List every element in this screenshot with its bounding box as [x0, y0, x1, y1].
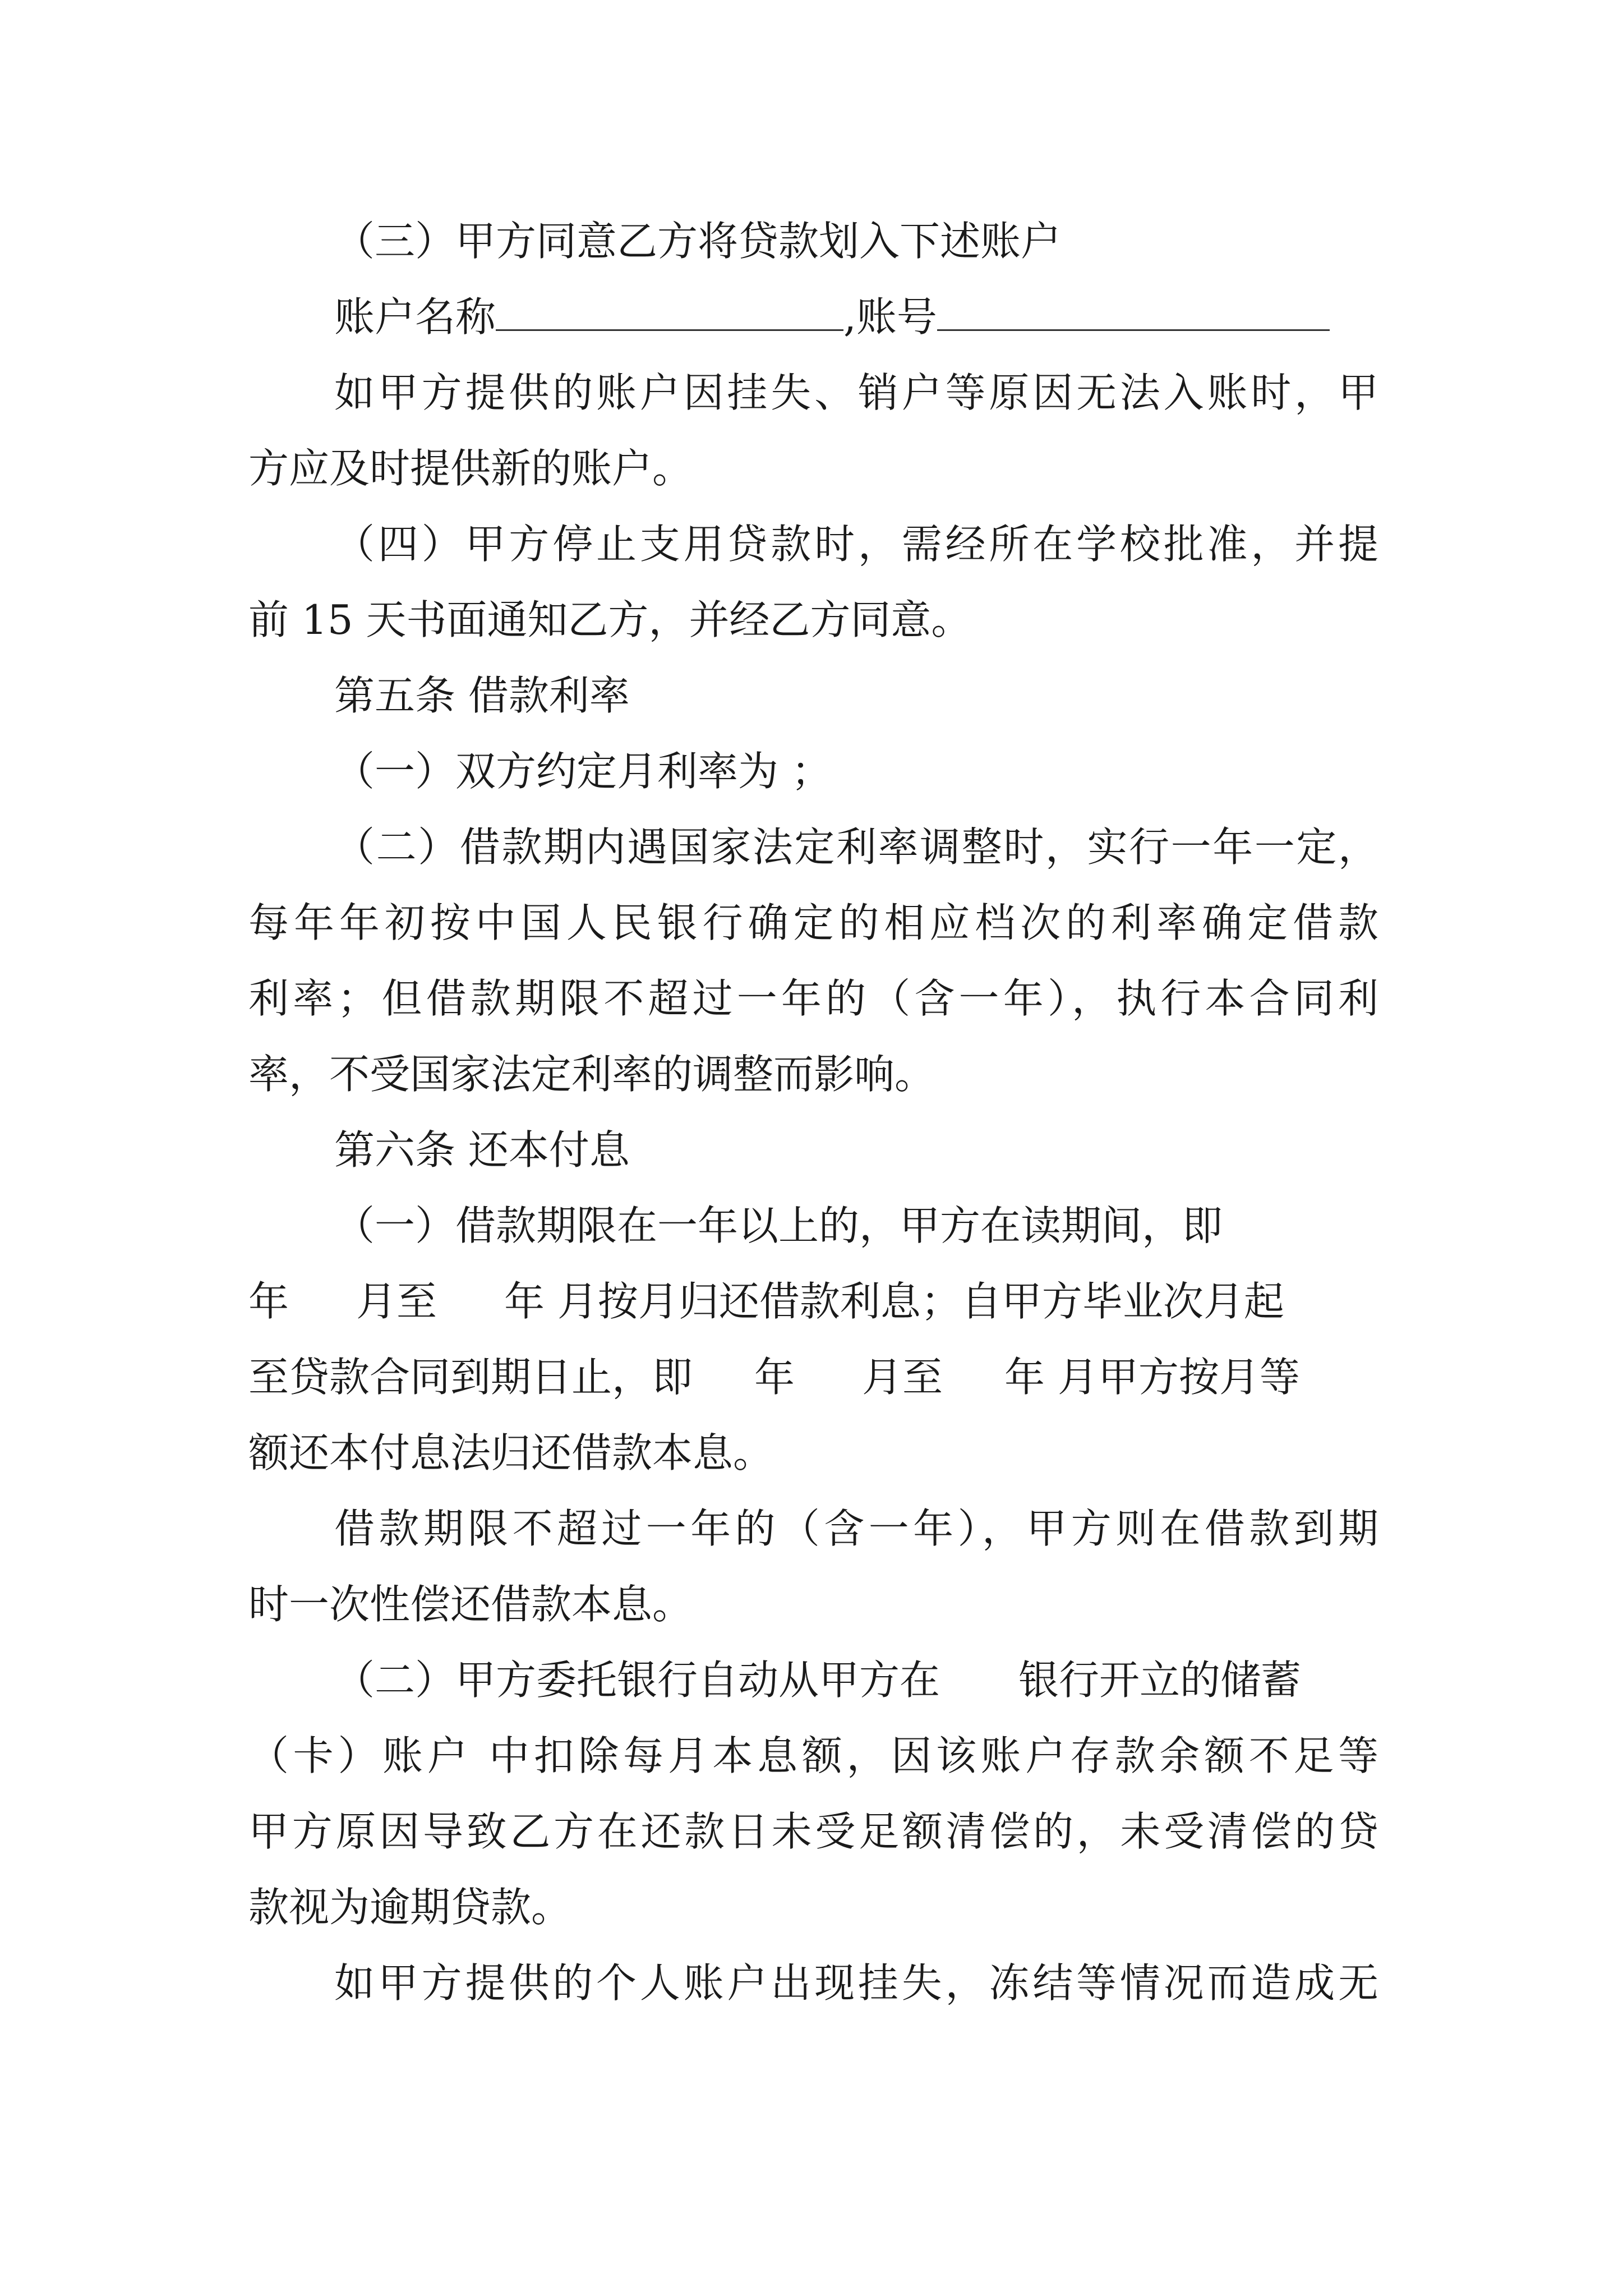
paragraph-line: 借款期限不超过一年的（含一年），甲方则在借款到期 — [334, 1505, 1378, 1552]
paragraph-line: 如甲方提供的个人账户出现挂失，冻结等情况而造成无 — [334, 1959, 1378, 2007]
paragraph-line: （卡）账户 中扣除每月本息额，因该账户存款余额不足等 — [248, 1732, 1378, 1779]
paragraph-line: 如甲方提供的账户因挂失、销户等原因无法入账时，甲 — [334, 369, 1378, 416]
month-to-text: 月至 — [356, 1278, 437, 1325]
paragraph-line: 每年年初按中国人民银行确定的相应档次的利率确定借款 — [248, 899, 1378, 946]
clause-3-heading: （三）甲方同意乙方将贷款划入下述账户 — [334, 218, 1062, 265]
paragraph-text: 年 月按月归还借款利息；自甲方毕业次月起 — [504, 1278, 1284, 1325]
paragraph-line — [334, 1649, 1378, 1711]
paragraph-line: 甲方原因导致乙方在还款日未受足额清偿的，未受清偿的贷 — [248, 1808, 1378, 1855]
paragraph-line — [248, 1271, 1378, 1332]
year-text: 年 — [754, 1354, 795, 1401]
paragraph-line: 率，不受国家法定利率的调整而影响。 — [248, 1051, 935, 1098]
paragraph-line — [248, 1346, 1378, 1408]
paragraph-line: 额还本付息法归还借款本息。 — [248, 1429, 774, 1476]
paragraph-line: （二）借款期内遇国家法定利率调整时，实行一年一定， — [334, 823, 1378, 871]
year-text: 年 — [248, 1278, 289, 1325]
month-to-text: 月至 — [862, 1354, 943, 1401]
paragraph-line: 利率；但借款期限不超过一年的（含一年），执行本合同利 — [248, 975, 1378, 1022]
account-name-label: 账户名称 — [334, 293, 496, 341]
paragraph-line: 前 15 天书面通知乙方，并经乙方同意。 — [248, 596, 972, 643]
paragraph-text: 至贷款合同到期日止，即 — [248, 1354, 693, 1401]
paragraph-line: （一）借款期限在一年以上的，甲方在读期间，即 — [334, 1202, 1223, 1249]
clause-4-line: （四）甲方停止支用贷款时，需经所在学校批准，并提 — [334, 521, 1378, 568]
paragraph-text: 年 月甲方按月等 — [1004, 1354, 1300, 1401]
paragraph-text: （二）甲方委托银行自动从甲方在 — [334, 1657, 940, 1704]
paragraph-line: 时一次性偿还借款本息。 — [248, 1581, 693, 1628]
account-number-blank[interactable] — [937, 296, 1330, 331]
paragraph-line: 方应及时提供新的账户。 — [248, 445, 693, 492]
paragraph-line: （一）双方约定月利率为 ； — [334, 748, 832, 795]
article-6-heading: 第六条 还本付息 — [334, 1126, 630, 1174]
article-5-heading: 第五条 借款利率 — [334, 672, 630, 719]
account-fields-line — [334, 286, 1378, 348]
account-name-blank[interactable] — [496, 296, 843, 331]
paragraph-text: 银行开立的储蓄 — [1018, 1657, 1302, 1704]
paragraph-line: 款视为逾期贷款。 — [248, 1884, 572, 1931]
account-number-label: ,账号 — [843, 293, 937, 341]
